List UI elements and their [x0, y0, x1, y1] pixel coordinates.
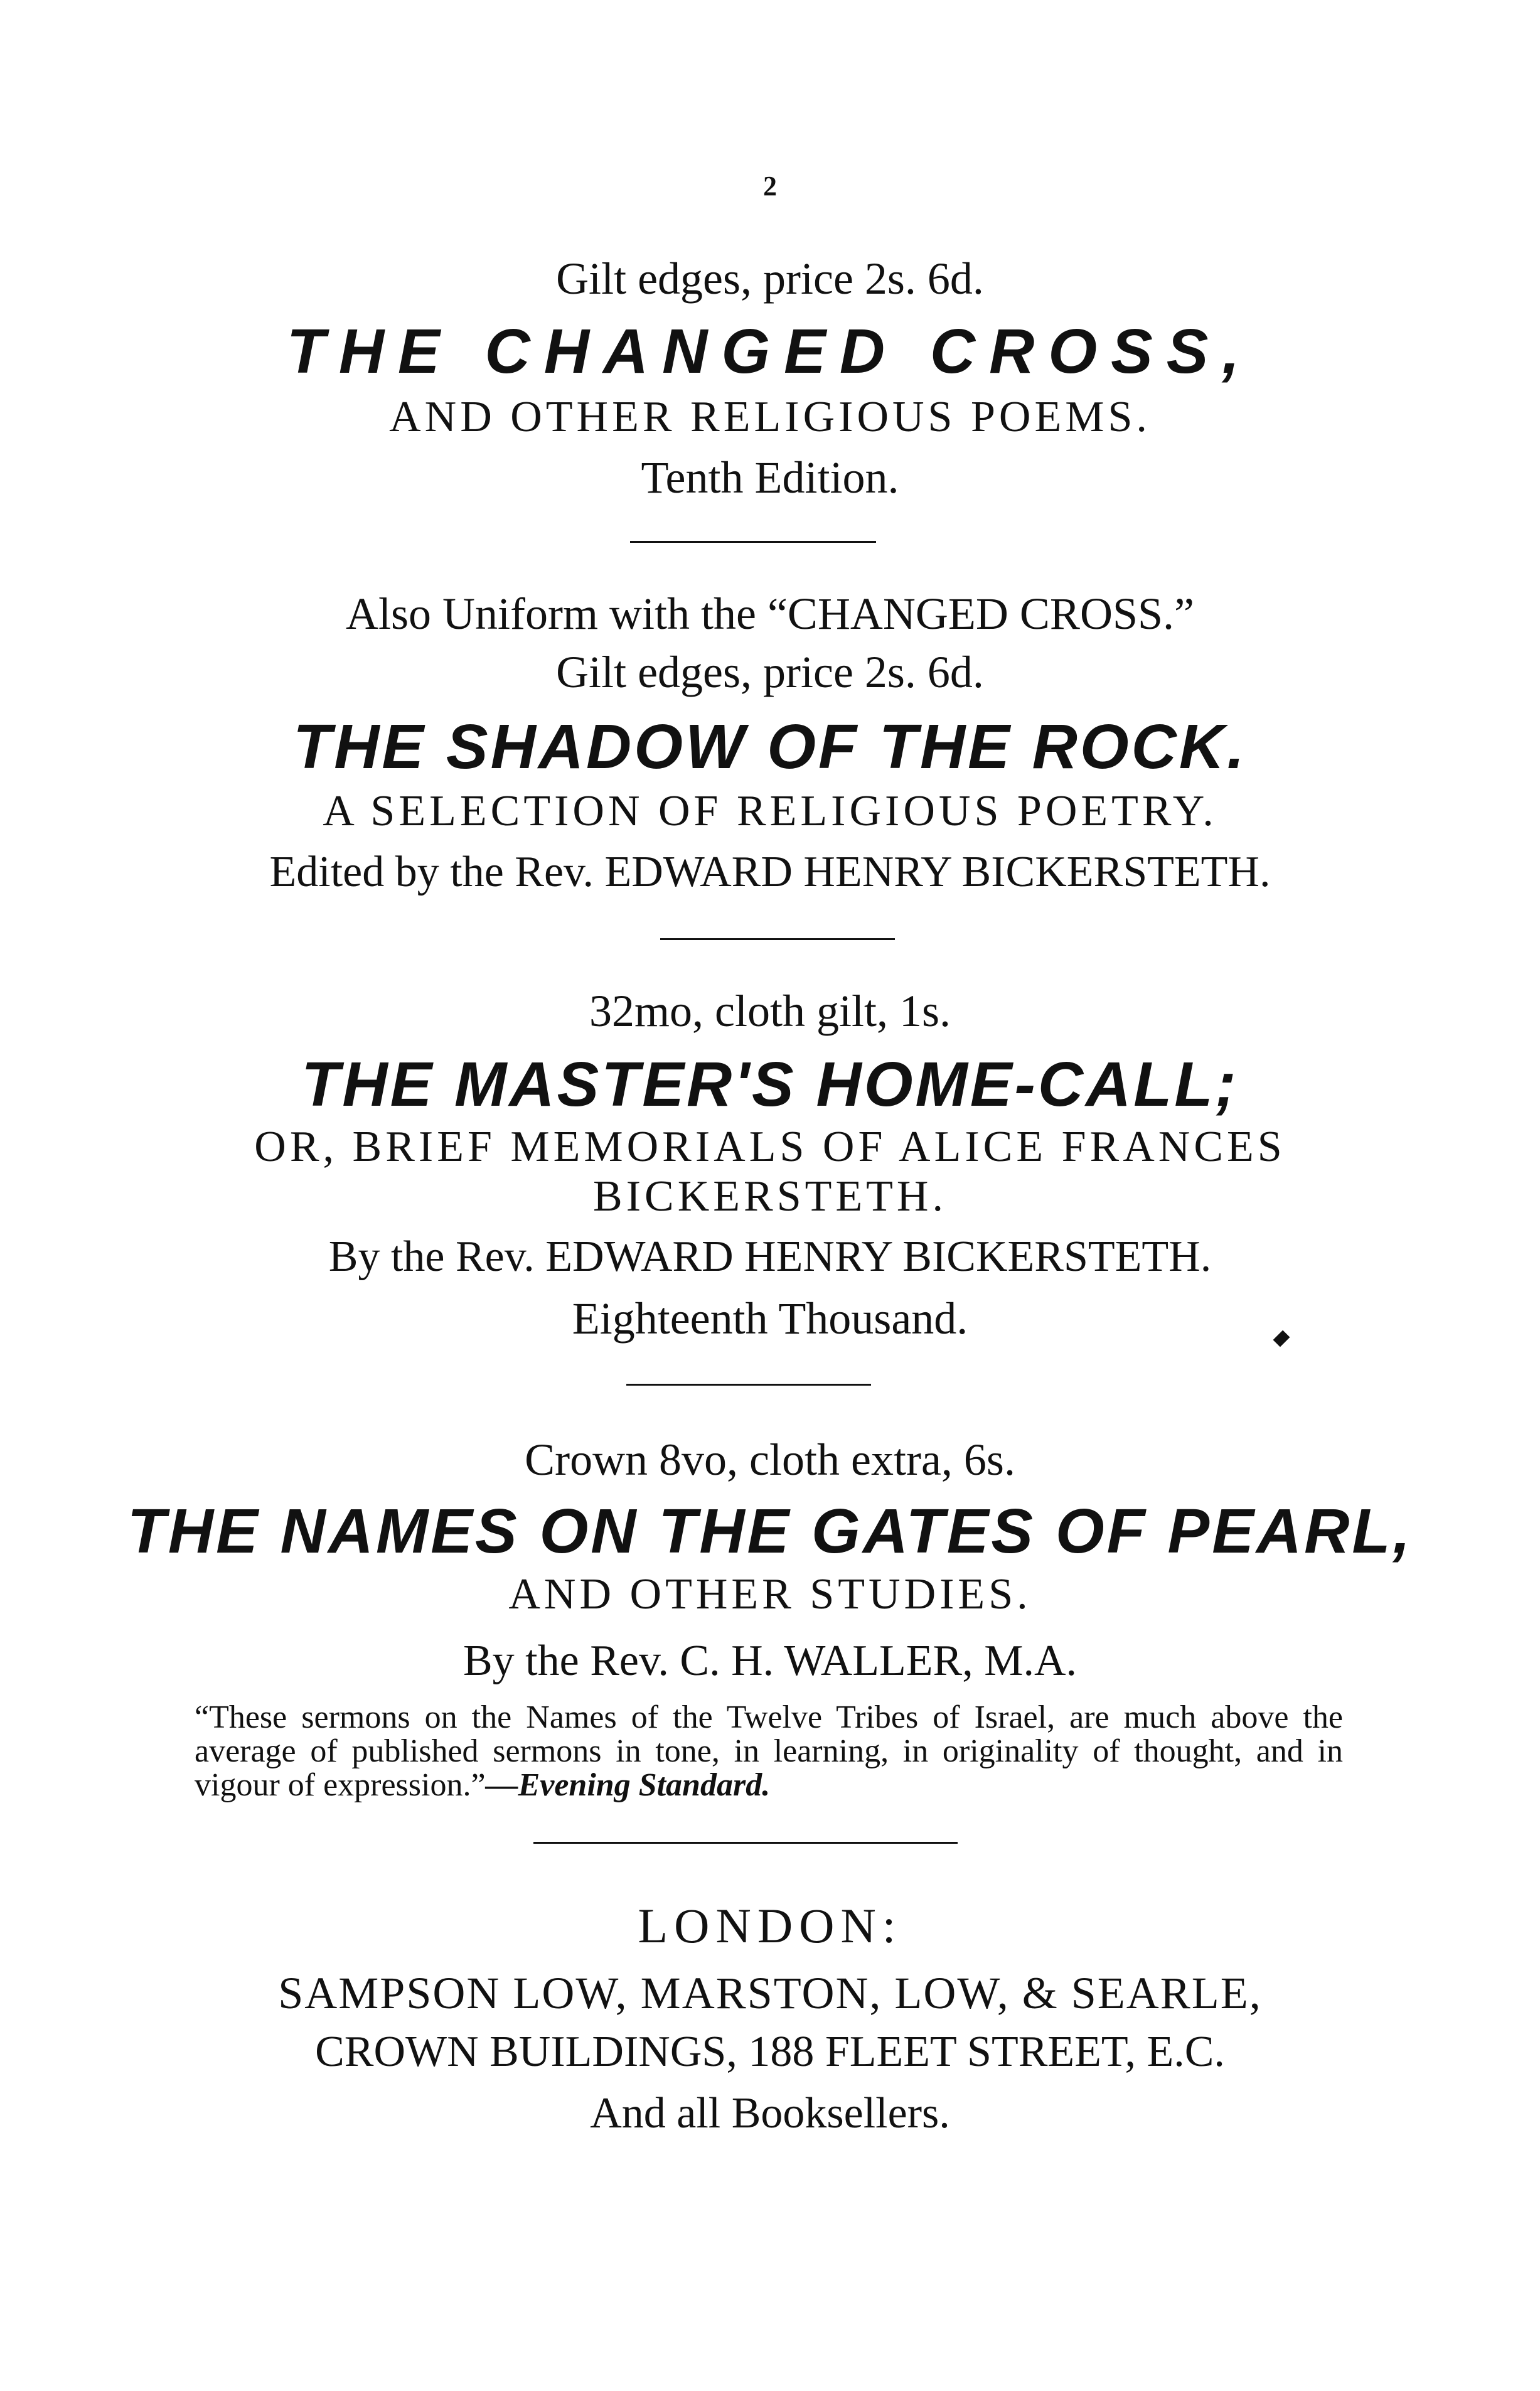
ad4-review-text: “These sermons on the Names of the Twelve Tribes of Israel, are much above the average of published sermons in tone, in learning, in originality of thought, and in vigour of expression.” — [195, 1699, 1343, 1803]
imprint-address: CROWN BUILDINGS, 188 FLEET STREET, E.C. — [315, 2028, 1225, 2076]
ad3-price: 32mo, cloth gilt, 1s. — [589, 986, 951, 1036]
ad4-review-quote — [195, 1701, 1343, 1802]
divider-rule — [533, 1842, 958, 1844]
ad3-author: By the Rev. EDWARD HENRY BICKERSTETH. — [328, 1233, 1212, 1281]
imprint-city: LONDON: — [638, 1898, 902, 1953]
ad4-review-source: —Evening Standard. — [485, 1767, 771, 1803]
ad1-edition: Tenth Edition. — [641, 452, 899, 503]
ad2-uniform-note: Also Uniform with the “CHANGED CROSS.” — [346, 589, 1194, 639]
page-number: 2 — [763, 171, 777, 201]
ad4-subtitle: AND OTHER STUDIES. — [508, 1570, 1032, 1618]
imprint-publisher: SAMPSON LOW, MARSTON, LOW, & SEARLE, — [278, 1968, 1262, 2018]
ad4-author: By the Rev. C. H. WALLER, M.A. — [463, 1637, 1077, 1685]
ad4-price: Crown 8vo, cloth extra, 6s. — [525, 1435, 1015, 1485]
ad2-title: THE SHADOW OF THE ROCK. — [293, 712, 1247, 782]
ad1-subtitle: AND OTHER RELIGIOUS POEMS. — [389, 393, 1151, 441]
ad1-price: Gilt edges, price 2s. 6d. — [556, 254, 984, 304]
divider-rule — [630, 541, 876, 543]
imprint-sellers: And all Booksellers. — [590, 2089, 950, 2137]
ad3-edition: Eighteenth Thousand. — [572, 1293, 968, 1344]
divider-rule — [626, 1384, 871, 1386]
ad2-price: Gilt edges, price 2s. 6d. — [556, 647, 984, 697]
ad1-title: THE CHANGED CROSS, — [286, 316, 1254, 387]
ad3-subtitle-line2: BICKERSTETH. — [593, 1172, 947, 1221]
ad2-editor: Edited by the Rev. EDWARD HENRY BICKERSTETH. — [269, 848, 1271, 896]
divider-rule — [660, 938, 895, 940]
ad4-title: THE NAMES ON THE GATES OF PEARL, — [127, 1496, 1413, 1566]
ad2-subtitle: A SELECTION OF RELIGIOUS POETRY. — [323, 787, 1217, 835]
ad3-subtitle-line1: OR, BRIEF MEMORIALS OF ALICE FRANCES — [254, 1123, 1286, 1171]
ad3-title: THE MASTER'S HOME-CALL; — [301, 1049, 1239, 1120]
